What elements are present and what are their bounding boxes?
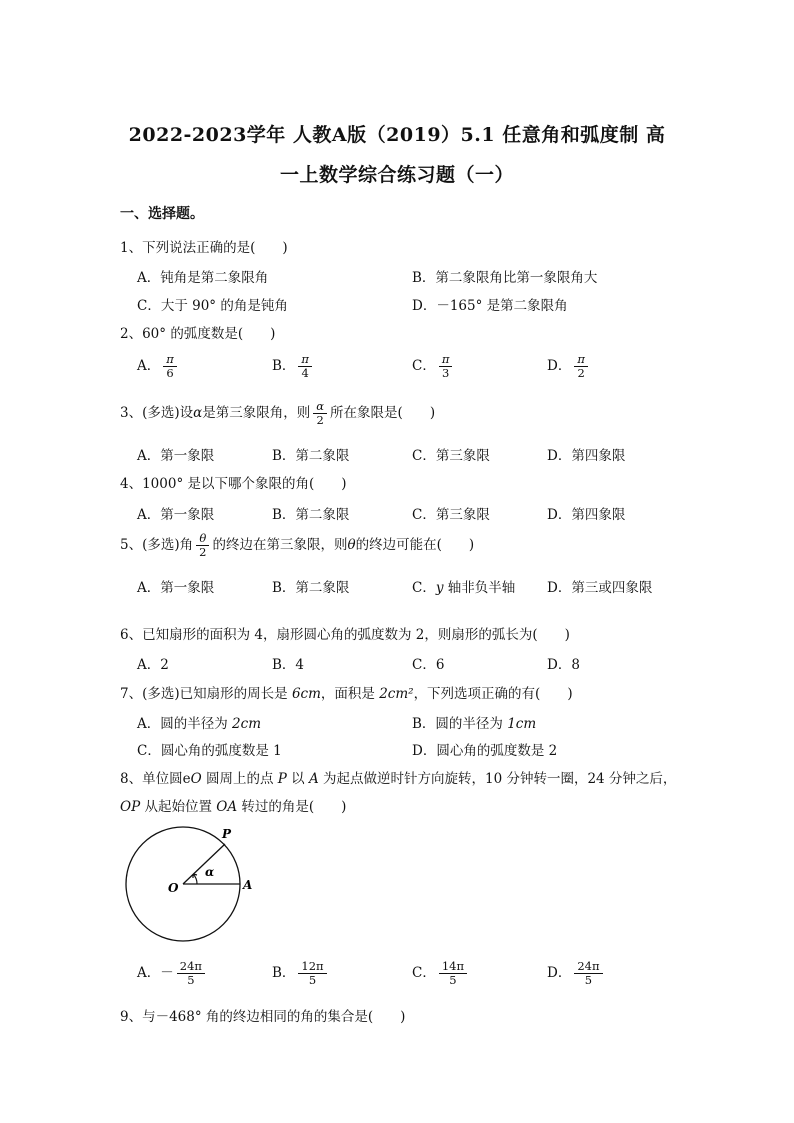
option-label: B．	[272, 358, 296, 375]
question-8-stem-line-2	[120, 795, 346, 815]
option-label: C．	[412, 358, 436, 375]
question-7-tag: (多选)	[142, 686, 180, 702]
fraction	[439, 353, 453, 380]
option-text: B．圆的半径为	[412, 716, 508, 732]
fraction-numerator: π	[439, 353, 453, 367]
document-title-line-1: 2022-2023学年 人教A版（2019）5.1 任意角和弧度制 高	[128, 124, 666, 146]
fraction-numerator: 24π	[177, 960, 205, 974]
q8-text: 8、单位圆e	[120, 771, 191, 787]
option-label: D．	[547, 358, 572, 375]
fraction-denominator: 2	[316, 413, 324, 428]
question-3-tag: (多选)	[142, 405, 180, 422]
question-1-option-b: B．第二象限角比第一象限角大	[412, 270, 598, 286]
fraction-denominator: 6	[166, 366, 174, 381]
option-label: B．	[272, 965, 296, 982]
question-5-text-a: 角	[179, 537, 194, 554]
area-value: 2cm²	[379, 686, 414, 702]
question-2-option-b	[272, 353, 315, 380]
fraction	[298, 353, 312, 380]
question-3-text-b: 是第三象限角，则	[202, 405, 311, 422]
question-7-option-b	[412, 712, 536, 732]
question-7-text-b: ，面积是	[320, 686, 380, 702]
question-3-text-c: 所在象限是( )	[330, 405, 436, 422]
point-p: P	[277, 771, 287, 787]
fraction	[574, 353, 588, 380]
radius-op	[183, 844, 225, 884]
fraction-numerator: π	[574, 353, 588, 367]
question-6-stem: 6、已知扇形的面积为 4，扇形圆心角的弧度数为 2，则扇形的弧长为( )	[120, 627, 570, 643]
y-symbol: y	[435, 580, 444, 596]
question-3-option-a: A．第一象限	[137, 448, 215, 464]
question-5-option-b: B．第二象限	[272, 580, 350, 596]
question-5-number: 5、	[120, 537, 143, 554]
question-2-option-a	[137, 353, 180, 380]
fraction-denominator: 2	[577, 366, 585, 381]
fraction-denominator: 5	[308, 973, 317, 988]
question-2-option-c	[412, 353, 455, 380]
option-value: 1cm	[507, 716, 537, 732]
perimeter-value: 6cm	[291, 686, 321, 702]
question-7-text-c: ，下列选项正确的有( )	[413, 686, 573, 702]
label-o: O	[168, 881, 179, 895]
section-header: 一、选择题。	[120, 206, 204, 222]
fraction-numerator: 12π	[298, 960, 326, 974]
fraction-denominator: 5	[584, 973, 593, 988]
fraction-denominator: 5	[187, 973, 195, 988]
fraction	[439, 960, 467, 987]
question-5-option-c	[412, 576, 515, 596]
unit-circle-figure	[118, 822, 252, 946]
question-4-text: 1000° 是以下哪个象限的角( )	[142, 476, 347, 492]
option-text: A．圆的半径为	[137, 716, 233, 732]
question-5-text-b: 的终边在第三象限，则	[212, 537, 348, 554]
fraction-denominator: 2	[199, 545, 207, 560]
question-7-text-a: 已知扇形的周长是	[179, 686, 292, 702]
question-8-option-a	[137, 960, 208, 987]
question-3-option-b: B．第二象限	[272, 448, 350, 464]
question-4-option-c: C．第三象限	[412, 507, 490, 523]
q8-text: 从起始位置	[140, 799, 217, 815]
fraction	[313, 400, 327, 427]
question-3-stem	[120, 400, 435, 427]
question-7-stem	[120, 682, 573, 702]
label-alpha: α	[205, 865, 215, 879]
fraction	[177, 960, 205, 987]
segment-oa: OA	[216, 799, 238, 815]
question-6-option-d: D．8	[547, 657, 580, 673]
alpha-symbol: α	[193, 405, 203, 422]
fraction	[298, 960, 326, 987]
fraction-denominator: 4	[301, 366, 309, 381]
option-label: D．	[547, 965, 572, 982]
question-6-option-b: B．4	[272, 657, 305, 673]
option-text: 轴非负半轴	[443, 580, 516, 596]
question-4-option-d: D．第四象限	[547, 507, 626, 523]
theta-symbol: θ	[347, 537, 356, 554]
option-label: A．	[137, 358, 161, 375]
question-2-text: 60° 的弧度数是( )	[142, 326, 276, 342]
fraction-numerator: π	[163, 353, 177, 367]
question-9-stem: 9、与－468° 角的终边相同的角的集合是( )	[120, 1009, 406, 1025]
question-4-stem	[120, 472, 347, 492]
fraction	[163, 353, 177, 380]
fraction-numerator: 24π	[574, 960, 602, 974]
question-8-option-d	[547, 960, 606, 987]
fraction-denominator: 3	[441, 366, 450, 381]
option-label: A．－	[137, 965, 174, 982]
angle-arc	[193, 874, 197, 884]
question-3-option-d: D．第四象限	[547, 448, 626, 464]
question-3-number: 3、	[120, 405, 143, 422]
fraction	[574, 960, 602, 987]
label-a: A	[243, 878, 252, 892]
label-p: P	[222, 827, 232, 841]
question-1-option-d: D．－165° 是第二象限角	[412, 298, 568, 314]
question-8-option-b	[272, 960, 330, 987]
question-4-option-a: A．第一象限	[137, 507, 215, 523]
question-8-option-c	[412, 960, 470, 987]
fraction-denominator: 5	[449, 973, 457, 988]
question-7-option-a	[137, 712, 261, 732]
option-label: C．	[412, 580, 436, 596]
question-5-option-d: D．第三或四象限	[547, 580, 653, 596]
question-6-option-c: C．6	[412, 657, 445, 673]
fraction-numerator: π	[298, 353, 312, 367]
document-title-line-2: 一上数学综合练习题（一）	[279, 164, 514, 186]
question-2-number: 2、	[120, 326, 143, 342]
question-1-option-c: C．大于 90° 的角是钝角	[137, 298, 288, 314]
q8-text: 圆周上的点	[201, 771, 278, 787]
question-1-option-a: A．钝角是第二象限角	[137, 270, 269, 286]
question-2-stem	[120, 322, 275, 342]
question-7-option-d: D．圆心角的弧度数是 2	[412, 743, 558, 759]
question-5-stem	[120, 532, 474, 559]
question-3-text-a: 设	[179, 405, 194, 422]
question-7-option-c: C．圆心角的弧度数是 1	[137, 743, 282, 759]
question-6-option-a: A．2	[137, 657, 169, 673]
fraction-numerator: θ	[196, 532, 209, 546]
question-2-option-d	[547, 353, 591, 380]
q8-text: 为起点做逆时针方向旋转，10 分钟转一圈，24 分钟之后，	[318, 771, 677, 787]
fraction-numerator: α	[313, 400, 327, 414]
question-3-option-c: C．第三象限	[412, 448, 490, 464]
q8-text: 转过的角是( )	[237, 799, 347, 815]
question-5-option-a: A．第一象限	[137, 580, 215, 596]
question-4-number: 4、	[120, 476, 143, 492]
question-5-text-c: 的终边可能在( )	[355, 537, 475, 554]
option-label: C．	[412, 965, 436, 982]
question-1-stem: 1、下列说法正确的是( )	[120, 240, 288, 256]
question-7-number: 7、	[120, 686, 143, 702]
segment-op: OP	[120, 799, 141, 815]
question-8-stem-line-1	[120, 767, 676, 787]
question-4-option-b: B．第二象限	[272, 507, 350, 523]
question-5-tag: (多选)	[142, 537, 180, 554]
point-o: O	[190, 771, 202, 787]
q8-text: 以	[286, 771, 309, 787]
option-value: 2cm	[232, 716, 261, 732]
point-a: A	[308, 771, 319, 787]
fraction-numerator: 14π	[439, 960, 467, 974]
fraction	[196, 532, 209, 559]
